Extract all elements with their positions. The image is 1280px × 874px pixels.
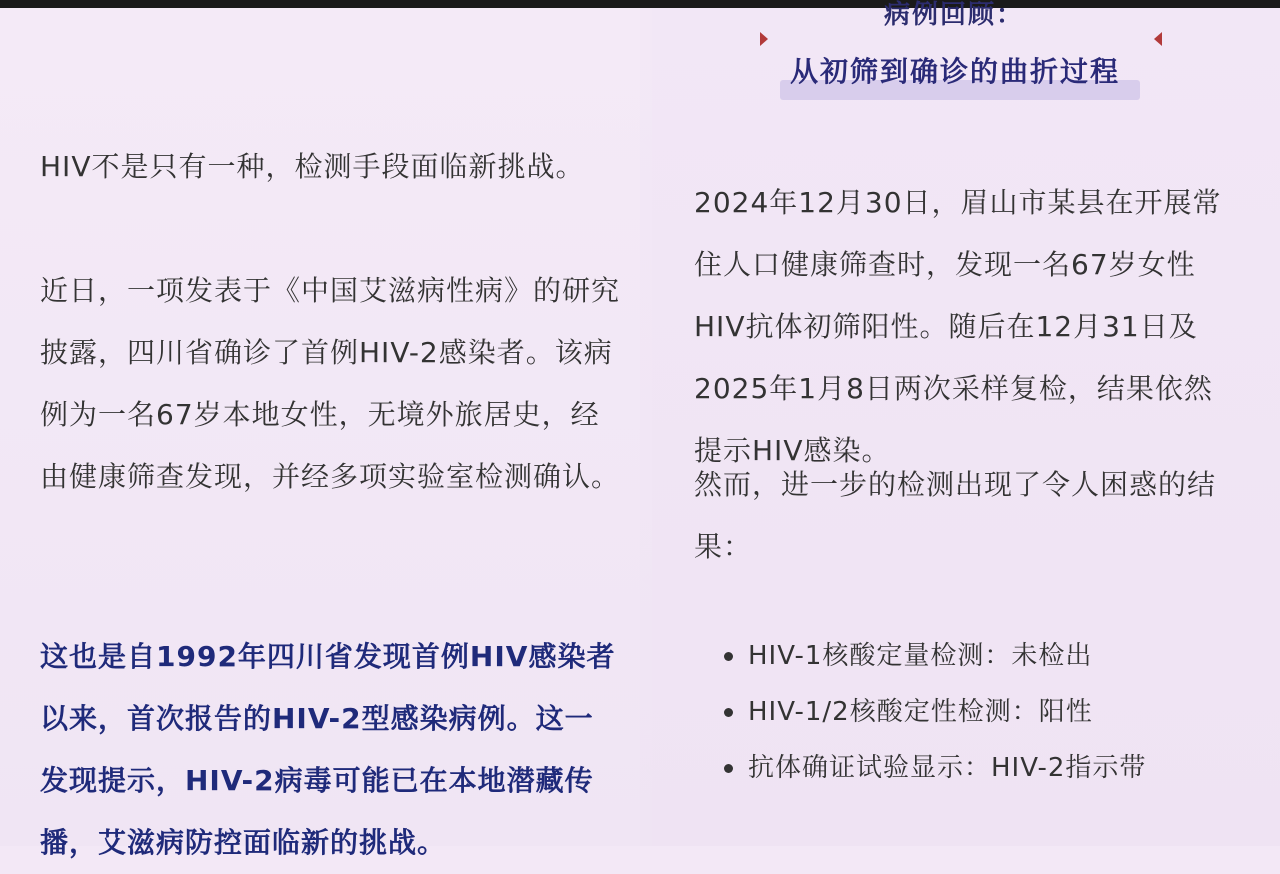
bullet-icon <box>724 708 733 717</box>
list-item <box>722 628 1242 684</box>
section-title-top: 病例回顾： <box>884 0 1025 30</box>
case-timeline-paragraph: 2024年12月30日，眉山市某县在开展常住人口健康筛查时，发现一名67岁女性HIV抗体初筛阳性。随后在12月31日及2025年1月8日两次采样复检，结果依然提示HIV感染。 <box>694 186 1222 467</box>
list-item <box>722 684 1242 740</box>
bullet-icon <box>724 764 733 773</box>
paragraph-study: 近日，一项发表于《中国艾滋病性病》的研究披露，四川省确诊了首例HIV-2感染者。该病例为一名67岁本地女性，无境外旅居史，经由健康筛查发现，并经多项实验室检测确认。 <box>40 274 621 493</box>
results-intro-paragraph: 然而，进一步的检测出现了令人困惑的结果： <box>694 468 1217 563</box>
right-marker-icon <box>1154 32 1162 46</box>
result-text: HIV-1核酸定量检测：未检出 <box>748 641 1093 671</box>
left-marker-icon <box>760 32 768 46</box>
result-text: HIV-1/2核酸定性检测：阳性 <box>748 697 1093 727</box>
bullet-icon <box>724 652 733 661</box>
section-title: 从初筛到确诊的曲折过程 <box>790 55 1121 88</box>
test-results-list <box>722 628 1242 796</box>
paragraph-highlight: 这也是自1992年四川省发现首例HIV感染者以来，首次报告的HIV-2型感染病例。这一发现提示，HIV-2病毒可能已在本地潜藏传播，艾滋病防控面临新的挑战。 <box>40 640 616 859</box>
headline: HIV不是只有一种，检测手段面临新挑战。 <box>40 150 585 183</box>
top-border <box>0 0 1280 8</box>
list-item <box>722 740 1242 796</box>
result-text: 抗体确证试验显示：HIV-2指示带 <box>748 753 1147 783</box>
